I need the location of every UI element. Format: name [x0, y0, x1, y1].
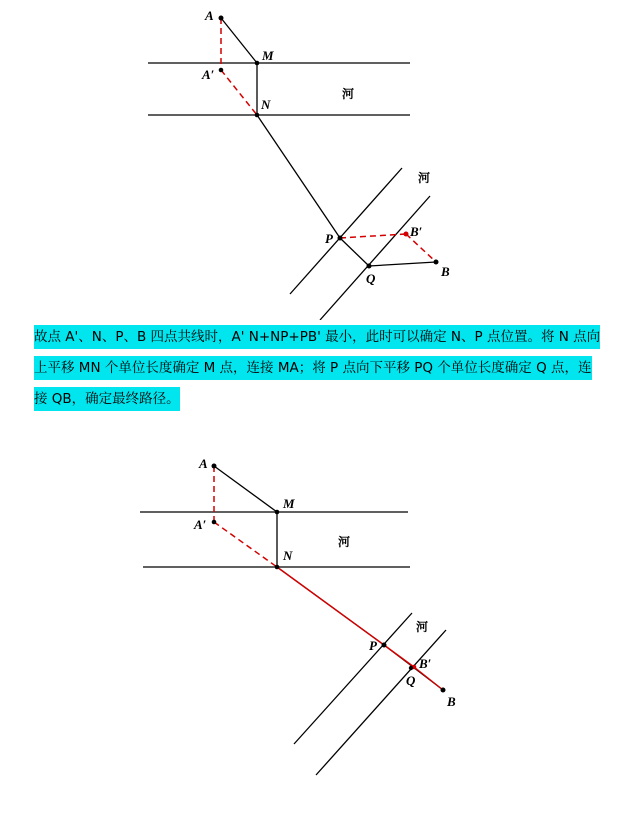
point-P: [382, 643, 387, 648]
point-A-prime: [212, 520, 217, 525]
label-B-prime: B′: [419, 656, 432, 671]
label-B: B: [441, 264, 450, 279]
river-label-1: 河: [342, 87, 355, 101]
label-Q: Q: [406, 673, 416, 688]
label-A-prime: A′: [202, 67, 215, 82]
diagram-figure-2: [0, 440, 621, 813]
river-label-2: 河: [418, 171, 431, 185]
point-N: [275, 565, 280, 570]
river2-bank-right: [316, 630, 446, 775]
segment-AM: [221, 18, 257, 63]
river-label-1: 河: [338, 535, 351, 549]
point-A: [219, 16, 224, 21]
point-A: [212, 464, 217, 469]
point-P: [338, 236, 343, 241]
red-line-N-P: [277, 567, 384, 645]
label-P: P: [325, 231, 333, 246]
label-N: N: [283, 548, 293, 563]
river2-bank-right: [320, 196, 430, 320]
river2-bank-left: [290, 168, 402, 294]
explanation-line-3: 接 QB，确定最终路径。: [34, 387, 180, 411]
label-M: M: [283, 496, 295, 511]
label-A: A: [199, 456, 208, 471]
river2-bank-left: [294, 613, 412, 744]
point-M: [275, 510, 280, 515]
point-B: [441, 688, 446, 693]
point-Q: [367, 264, 372, 269]
explanation-text: [34, 322, 601, 415]
river-label-2: 河: [416, 620, 429, 634]
diagram-figure-1: [0, 0, 621, 320]
segment-NP: [257, 115, 340, 238]
label-M: M: [262, 48, 274, 63]
point-B-prime: [404, 232, 409, 237]
point-B: [434, 260, 439, 265]
label-P: P: [369, 638, 377, 653]
label-Q: Q: [366, 271, 376, 286]
label-A-prime: A′: [194, 517, 207, 532]
explanation-line-2: 上平移 MN 个单位长度确定 M 点，连接 MA；将 P 点向下平移 PQ 个单位长度确定 Q 点，连: [34, 356, 592, 380]
red-line-P-B-prime: [384, 645, 414, 667]
point-A-prime: [219, 68, 224, 73]
label-A: A: [205, 8, 214, 23]
dash-A-prime-N: [214, 522, 277, 567]
point-M: [255, 61, 260, 66]
explanation-line-1: 故点 A'、N、P、B 四点共线时，A' N+NP+PB' 最小，此时可以确定 N、P 点位置。将 N 点向: [34, 325, 600, 349]
point-Q: [409, 666, 413, 670]
segment-AM: [214, 466, 277, 512]
point-N: [255, 113, 260, 118]
label-N: N: [261, 97, 271, 112]
label-B: B: [447, 694, 456, 709]
segment-QB: [369, 262, 436, 266]
dash-A-prime-N: [221, 70, 257, 115]
label-B-prime: B′: [410, 224, 423, 239]
segment-PQ: [340, 238, 369, 266]
